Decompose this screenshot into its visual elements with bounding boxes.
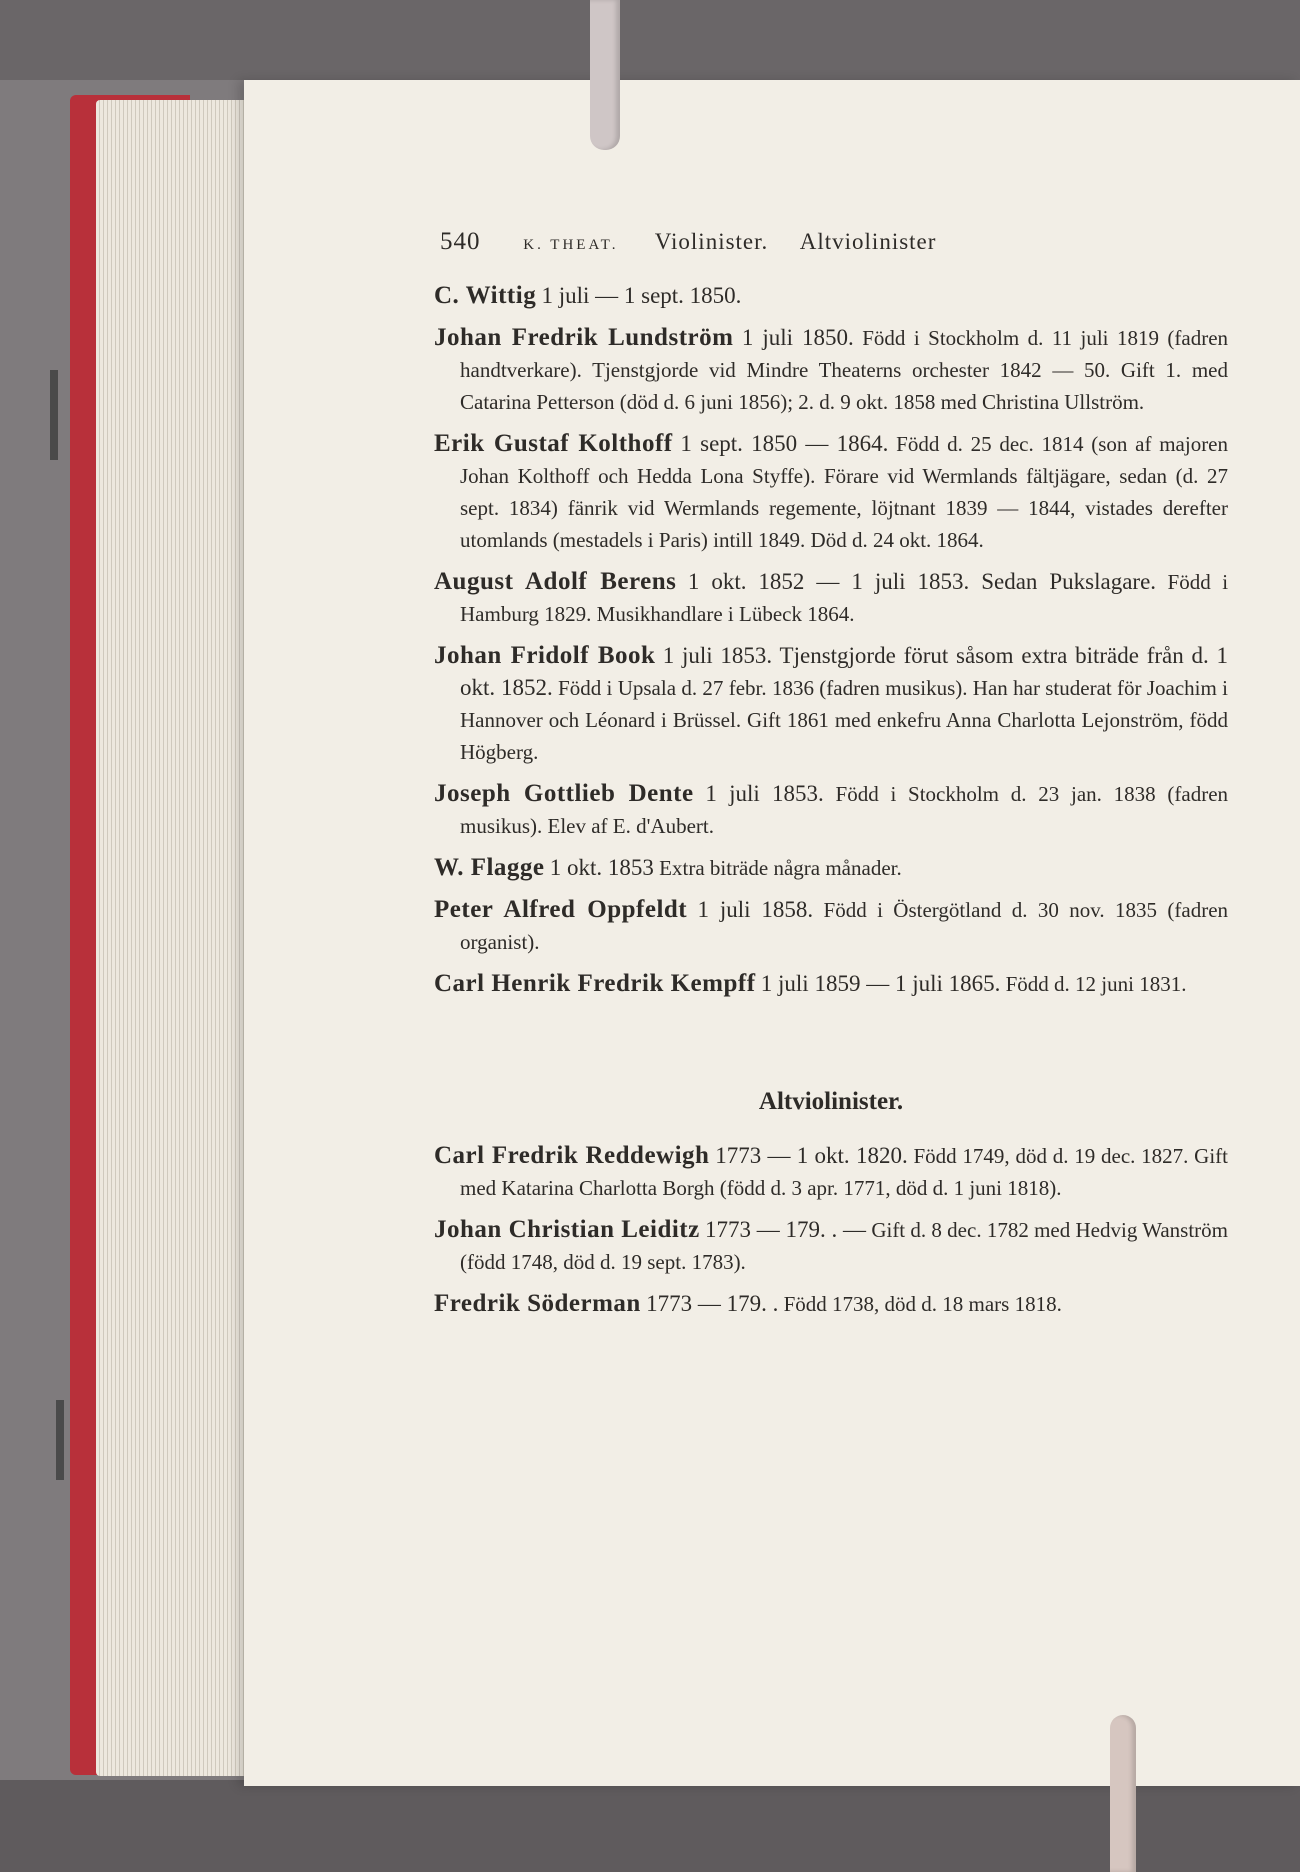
clip-tab [50, 370, 58, 460]
biography-entry [434, 428, 1228, 556]
entry-dates: 1 juli 1850. [741, 325, 854, 350]
entry-dates: 1 juli — 1 sept. 1850. [541, 283, 742, 308]
biography-entry [434, 280, 1228, 312]
entry-name: Carl Henrik Fredrik Kempff [434, 970, 756, 997]
entry-name: Carl Fredrik Reddewigh [434, 1142, 710, 1169]
entry-dates: 1 okt. 1853 [549, 855, 654, 880]
biography-entry [434, 852, 1228, 884]
entry-dates: 1773 — 179. . — [705, 1217, 867, 1242]
biography-entry [434, 566, 1228, 630]
entry-text: Gift d. 8 dec. 1782 med Hedvig Wanström (född 1748, död d. 19 sept. 1783). [460, 1218, 1229, 1274]
biography-entry [434, 1288, 1228, 1320]
entry-name: Erik Gustaf Kolthoff [434, 430, 673, 457]
entry-text: Född i Hamburg 1829. Musikhandlare i Lübeck 1864. [460, 570, 1229, 626]
entry-dates: 1 juli 1853. [705, 781, 824, 806]
entry-dates: 1 sept. 1850 — 1864. [680, 431, 889, 456]
entry-name: Johan Fridolf Book [434, 642, 656, 669]
entry-dates: 1 juli 1858. [697, 897, 814, 922]
running-title-right: Altviolinister [799, 229, 937, 254]
entry-text: Född 1738, död d. 18 mars 1818. [783, 1292, 1062, 1316]
biography-entry [434, 894, 1228, 958]
clip-tab [56, 1400, 64, 1480]
entry-dates: 1 juli 1853. Tjenstgjorde förut såsom extra biträde från d. 1 okt. 1852. [460, 643, 1229, 700]
page-number: 540 [440, 228, 481, 255]
biography-entry [434, 322, 1228, 418]
entry-text: Född d. 12 juni 1831. [1005, 972, 1187, 996]
entry-dates: 1 juli 1859 — 1 juli 1865. [760, 971, 1001, 996]
violinist-list [434, 280, 1228, 1000]
entry-name: Fredrik Söderman [434, 1290, 641, 1317]
background-bottom [0, 1780, 1300, 1872]
entry-name: Johan Christian Leiditz [434, 1216, 700, 1243]
entry-text: Extra biträde några månader. [659, 856, 902, 880]
page-edges [96, 100, 256, 1776]
page-text [434, 222, 1228, 1330]
entry-text: Född 1749, död d. 19 dec. 1827. Gift med Katarina Charlotta Borgh (född d. 3 apr. 1771, död d. 1 juni 1818). [460, 1144, 1229, 1200]
entry-dates: 1 okt. 1852 — 1 juli 1853. Sedan Pukslagare. [687, 569, 1157, 594]
entry-text: Född i Östergötland d. 30 nov. 1835 (fadren organist). [460, 898, 1229, 954]
page-clip-bottom [1110, 1715, 1136, 1872]
biography-entry [434, 968, 1228, 1000]
background-top [0, 0, 1300, 80]
entry-dates: 1773 — 179. . [646, 1291, 779, 1316]
entry-name: C. Wittig [434, 282, 537, 309]
section-heading: Altviolinister. [758, 1088, 904, 1115]
violist-list [434, 1140, 1228, 1320]
entry-text: Född i Stockholm d. 23 jan. 1838 (fadren musikus). Elev af E. d'Aubert. [460, 782, 1229, 838]
entry-name: Peter Alfred Oppfeldt [434, 896, 688, 923]
entry-text: Född i Stockholm d. 11 juli 1819 (fadren handtverkare). Tjenstgjorde vid Mindre Theaterns orchester 1842 — 50. Gift 1. med Catarina Petterson (död d. 6 juni 1856); 2. d. 9 okt. 1858 med Christina Ullström. [460, 326, 1229, 414]
page-clip-top [590, 0, 620, 150]
entry-name: W. Flagge [434, 854, 545, 881]
biography-entry [434, 1140, 1228, 1204]
biography-entry [434, 778, 1228, 842]
entry-name: August Adolf Berens [434, 568, 677, 595]
theatre-abbrev: K. THEAT. [523, 237, 619, 253]
entry-name: Joseph Gottlieb Dente [434, 780, 694, 807]
entry-text: Född d. 25 dec. 1814 (son af majoren Johan Kolthoff och Hedda Lona Styffe). Förare vid Wermlands fältjägare, sedan (d. 27 sept. 1834) fänrik vid Wermlands regemente, löjtnant 1839 — 1844, vistades derefter utomlands (mestadels i Paris) intill 1849. Död d. 24 okt. 1864. [460, 432, 1229, 552]
entry-text: Född i Upsala d. 27 febr. 1836 (fadren musikus). Han har studerat för Joachim i Hannover och Léonard i Brüssel. Gift 1861 med enkefru Anna Charlotta Lejonström, född Högberg. [460, 676, 1229, 764]
entry-dates: 1773 — 1 okt. 1820. [715, 1143, 908, 1168]
biography-entry [434, 640, 1228, 768]
entry-name: Johan Fredrik Lundström [434, 324, 734, 351]
running-title-left: Violinister. [654, 229, 769, 254]
running-head [434, 222, 1228, 262]
biography-entry [434, 1214, 1228, 1278]
